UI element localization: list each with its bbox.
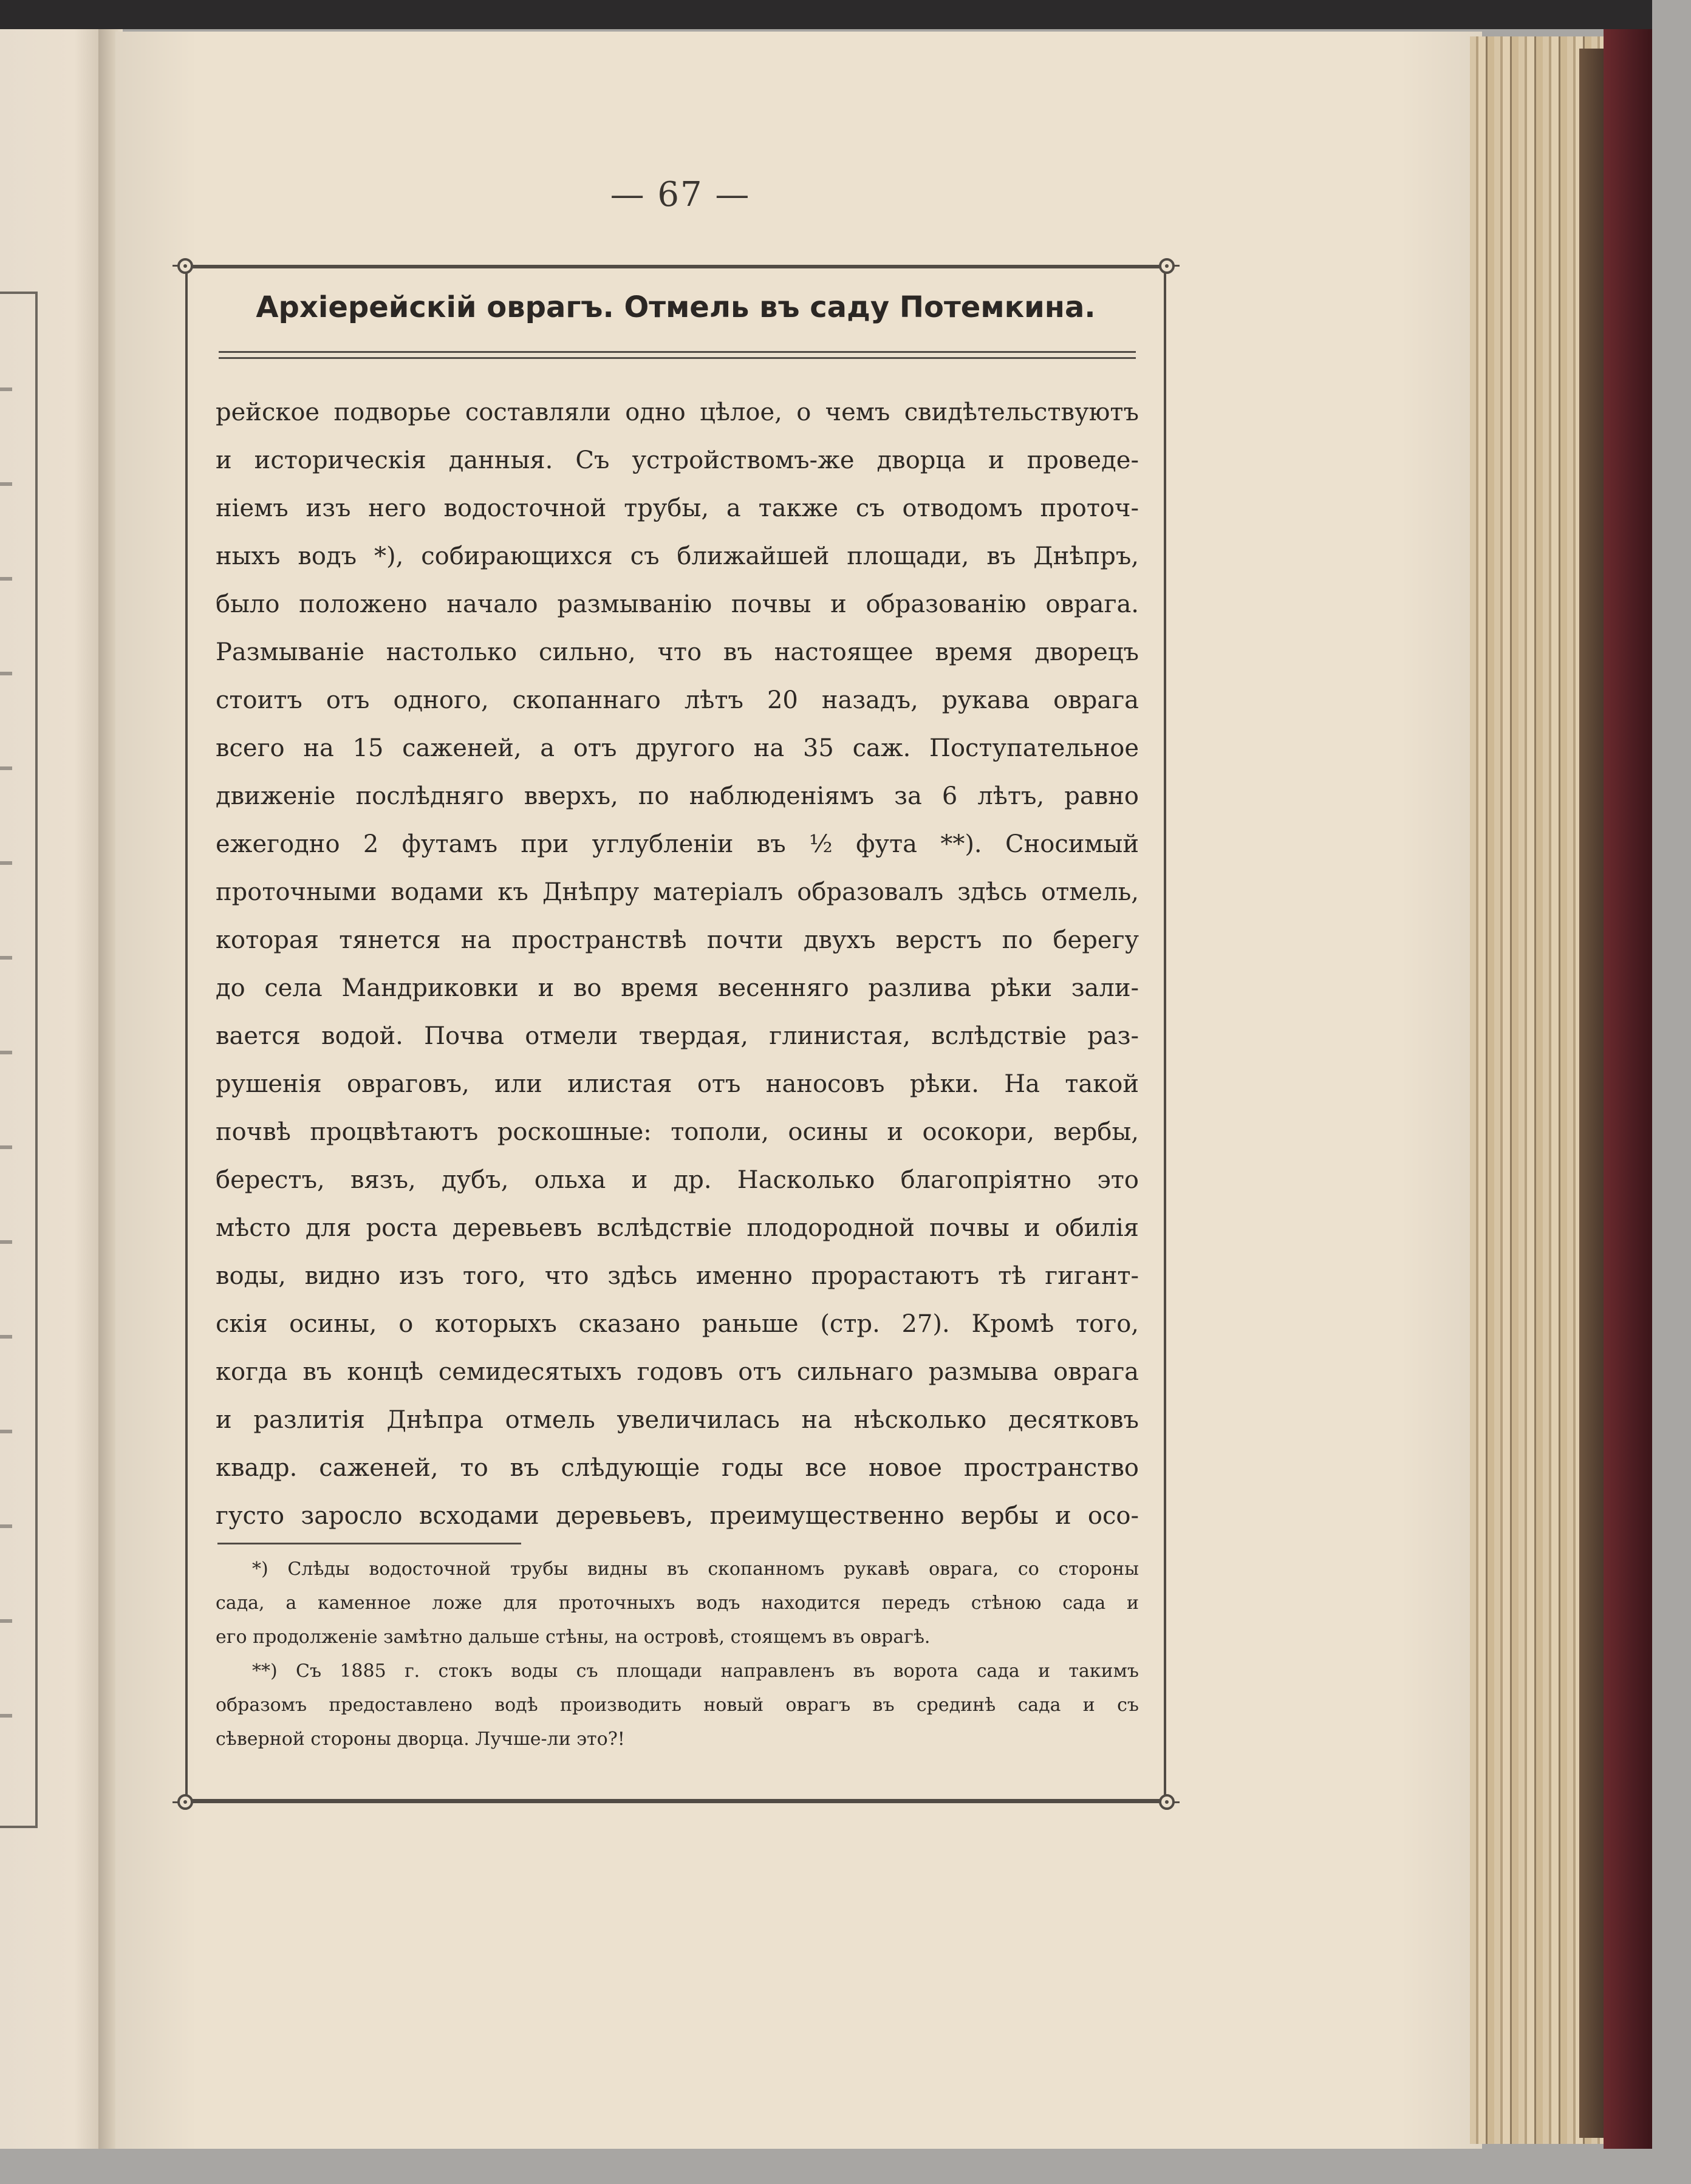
scan-background	[1652, 0, 1691, 2184]
body-line: Размываніе настолько сильно, что въ настоящее время дворецъ	[216, 638, 1139, 666]
body-line: когда въ концѣ семидесятыхъ годовъ отъ сильнаго размыва оврага	[216, 1358, 1139, 1386]
body-line: почвѣ процвѣтаютъ роскошные: тополи, осины и осокори, вербы,	[216, 1118, 1139, 1146]
body-line: рейское подворье составляли одно цѣлое, о чемъ свидѣтельствуютъ	[216, 398, 1139, 426]
footnote-line: сѣверной стороны дворца. Лучше-ли это?!	[216, 1728, 625, 1750]
book-cover	[1604, 29, 1652, 2155]
frame-corner-ornament	[1159, 258, 1175, 274]
previous-page-text-marks	[0, 345, 12, 1772]
body-line: ежегодно 2 футамъ при углубленіи въ ½ фута **). Сносимый	[216, 830, 1139, 858]
body-line: рушенія овраговъ, или илистая отъ наносовъ рѣки. На такой	[216, 1070, 1139, 1098]
frame-bottom-rule	[173, 1801, 1180, 1803]
body-line: и историческія данныя. Съ устройствомъ-же дворца и проведе-	[216, 446, 1139, 474]
footnote-rule	[217, 1543, 521, 1544]
body-line: было положено начало размыванію почвы и образованію оврага.	[216, 590, 1139, 618]
body-line: густо заросло всходами деревьевъ, преимущественно вербы и осо-	[216, 1502, 1139, 1530]
frame-corner-ornament	[177, 1794, 193, 1810]
body-line: мѣсто для роста деревьевъ вслѣдствіе плодородной почвы и обилія	[216, 1214, 1139, 1242]
body-line: квадр. саженей, то въ слѣдующіе годы все новое пространство	[216, 1454, 1139, 1482]
body-line: до села Мандриковки и во время весенняго разлива рѣки зали-	[216, 974, 1139, 1002]
scan-top-edge	[0, 0, 1691, 29]
frame-corner-ornament	[177, 258, 193, 274]
body-line: всего на 15 саженей, а отъ другого на 35 саж. Поступательное	[216, 734, 1139, 762]
heading-rule-top	[219, 351, 1136, 353]
page-number: — 67 —	[610, 175, 751, 214]
heading-rule-bottom	[219, 357, 1136, 359]
body-line: стоитъ отъ одного, скопаннаго лѣтъ 20 назадъ, рукава оврага	[216, 686, 1139, 714]
previous-page-edge	[0, 29, 106, 2149]
footnote-line: его продолженіе замѣтно дальше стѣны, на островѣ, стоящемъ въ оврагѣ.	[216, 1626, 931, 1648]
body-line: берестъ, вязъ, дубъ, ольха и др. Насколько благопріятно это	[216, 1166, 1139, 1194]
footnotes	[216, 1552, 1139, 1756]
body-line: воды, видно изъ того, что здѣсь именно прорастаютъ тѣ гигант-	[216, 1262, 1139, 1290]
section-heading: Архіерейскій оврагъ. Отмель въ саду Потемкина.	[256, 290, 1096, 324]
frame-corner-ornament	[1159, 1794, 1175, 1810]
body-line: вается водой. Почва отмели твердая, глинистая, вслѣдствіе раз-	[216, 1022, 1139, 1050]
body-line: движеніе послѣдняго вверхъ, по наблюденіямъ за 6 лѣтъ, равно	[216, 782, 1139, 810]
body-line: скія осины, о которыхъ сказано раньше (стр. 27). Кромѣ того,	[216, 1310, 1139, 1338]
body-line: ніемъ изъ него водосточной трубы, а также съ отводомъ проточ-	[216, 494, 1139, 522]
body-line: проточными водами къ Днѣпру матеріалъ образовалъ здѣсь отмель,	[216, 878, 1139, 906]
body-text	[216, 389, 1139, 1540]
footnote-line: сада, а каменное ложе для проточныхъ водъ находится передъ стѣною сада и	[216, 1592, 1139, 1614]
footnote-line: **) Съ 1885 г. стокъ воды съ площади направленъ въ ворота сада и такимъ	[252, 1660, 1139, 1682]
footnote-line: *) Слѣды водосточной трубы видны въ скопанномъ рукавѣ оврага, со стороны	[252, 1558, 1139, 1580]
footnote-line: образомъ предоставлено водѣ производить новый оврагъ въ срединѣ сада и съ	[216, 1694, 1139, 1716]
body-line: и разлитія Днѣпра отмель увеличилась на нѣсколько десятковъ	[216, 1406, 1139, 1434]
body-line: которая тянется на пространствѣ почти двухъ верстъ по берегу	[216, 926, 1139, 954]
body-line: ныхъ водъ *), собирающихся съ ближайшей площади, въ Днѣпръ,	[216, 542, 1139, 570]
scan-background-bottom	[0, 2149, 1691, 2184]
